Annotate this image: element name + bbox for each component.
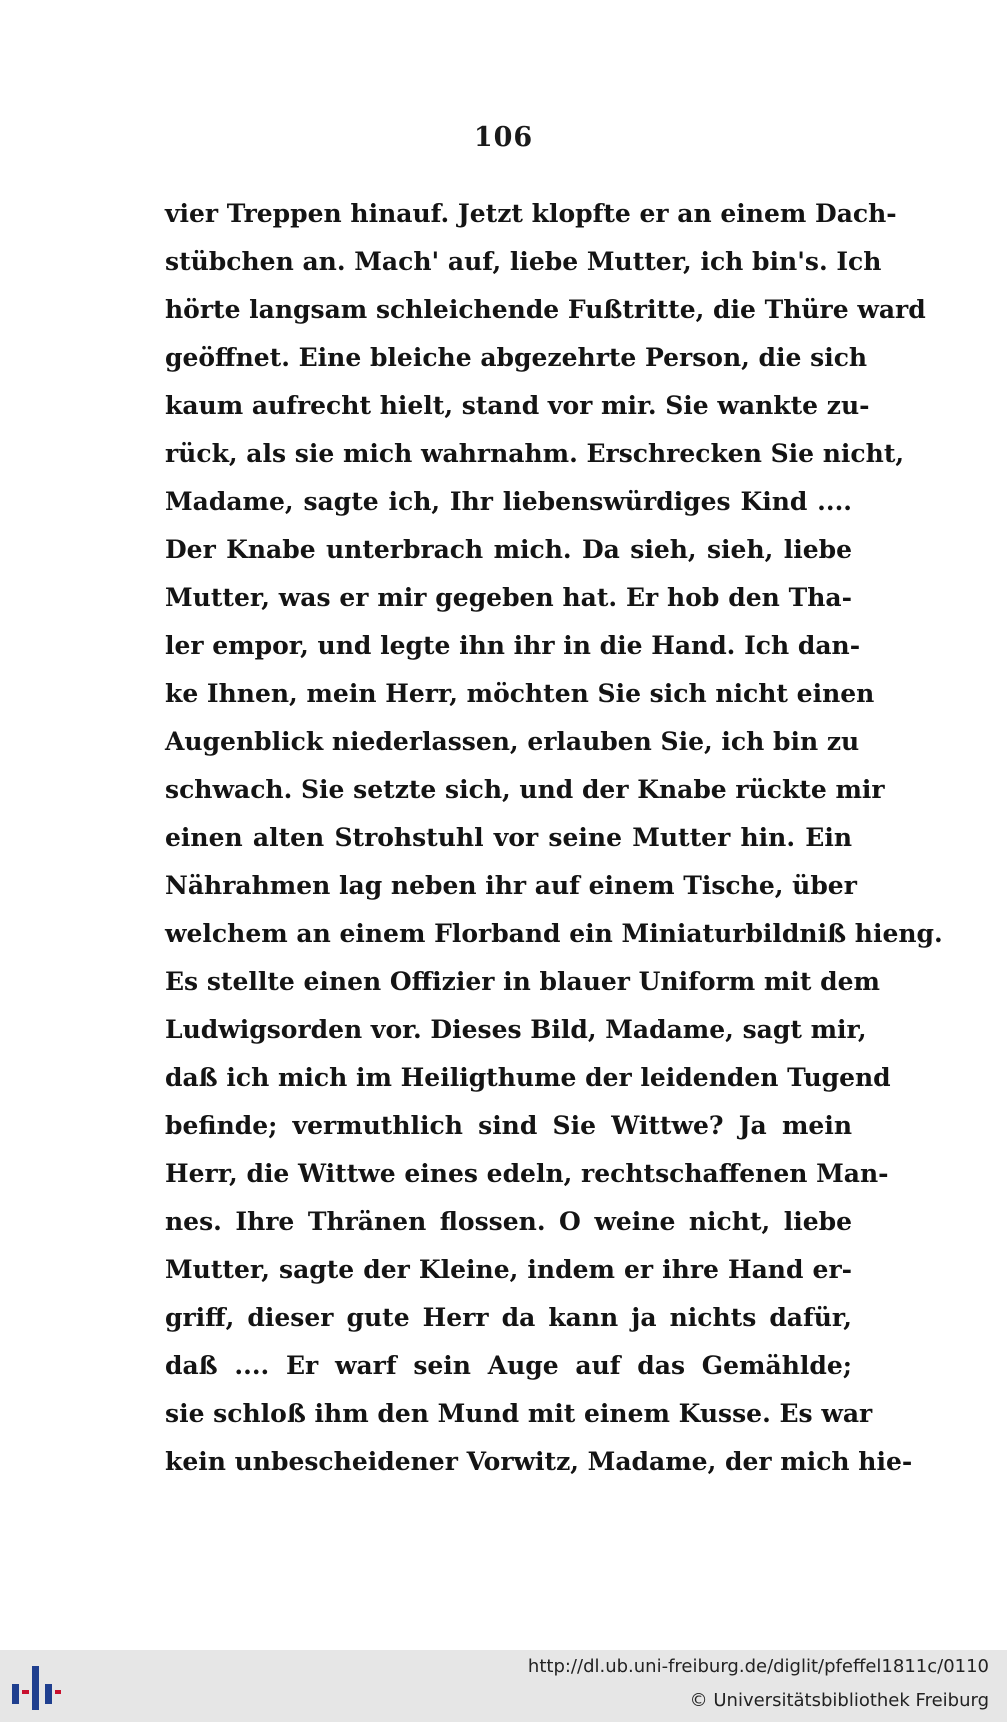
text-line: daß .... Er warf sein Auge auf das Gemählde; — [165, 1351, 852, 1380]
text-line: Herr, die Wittwe eines edeln, rechtschaffenen Man- — [165, 1159, 889, 1188]
text-line: nes. Ihre Thränen flossen. O weine nicht, liebe — [165, 1207, 852, 1236]
text-line: welchem an einem Florband ein Miniaturbildniß hieng. — [165, 919, 943, 948]
text-line: ler empor, und legte ihn ihr in die Hand. Ich dan- — [165, 631, 861, 660]
logo-bar-center — [32, 1666, 39, 1710]
text-line: rück, als sie mich wahrnahm. Erschrecken Sie nicht, — [165, 439, 905, 468]
logo-accent-right — [55, 1690, 61, 1694]
text-line: geöffnet. Eine bleiche abgezehrte Person, die sich — [165, 343, 868, 372]
text-line: Nährahmen lag neben ihr auf einem Tische, über — [165, 871, 857, 900]
text-line: Mutter, was er mir gegeben hat. Er hob den Tha- — [165, 583, 852, 612]
page-text — [165, 190, 943, 1486]
text-line: stübchen an. Mach' auf, liebe Mutter, ich bin's. Ich — [165, 247, 882, 276]
library-logo-icon[interactable] — [8, 1664, 62, 1712]
copyright-notice: © Universitätsbibliothek Freiburg — [689, 1690, 989, 1711]
logo-accent-left — [22, 1690, 29, 1694]
text-line: Madame, sagte ich, Ihr liebenswürdiges Kind .... — [165, 487, 852, 516]
permalink-url[interactable]: http://dl.ub.uni-freiburg.de/diglit/pfeffel1811c/0110 — [527, 1656, 989, 1677]
text-line: kaum aufrecht hielt, stand vor mir. Sie wankte zu- — [165, 391, 870, 420]
text-line: hörte langsam schleichende Fußtritte, die Thüre ward — [165, 295, 926, 324]
page-number: 106 — [473, 122, 534, 153]
text-line: Ludwigsorden vor. Dieses Bild, Madame, sagt mir, — [165, 1015, 867, 1044]
text-line: griff, dieser gute Herr da kann ja nichts dafür, — [165, 1303, 852, 1332]
footer-bar — [0, 1650, 1007, 1722]
text-line: Augenblick niederlassen, erlauben Sie, ich bin zu — [165, 727, 860, 756]
text-line: vier Treppen hinauf. Jetzt klopfte er an einem Dach- — [165, 199, 897, 228]
logo-bar-left — [12, 1684, 19, 1704]
text-line: daß ich mich im Heiligthume der leidenden Tugend — [165, 1063, 891, 1092]
text-line: Mutter, sagte der Kleine, indem er ihre Hand er- — [165, 1255, 852, 1284]
text-line: Der Knabe unterbrach mich. Da sieh, sieh, liebe — [165, 535, 852, 564]
text-line: Es stellte einen Offizier in blauer Uniform mit dem — [165, 967, 880, 996]
text-line: befinde; vermuthlich sind Sie Wittwe? Ja mein — [165, 1111, 852, 1140]
text-line: schwach. Sie setzte sich, und der Knabe rückte mir — [165, 775, 885, 804]
text-line: einen alten Strohstuhl vor seine Mutter hin. Ein — [165, 823, 852, 852]
logo-bar-right — [45, 1684, 52, 1704]
text-line: kein unbescheidener Vorwitz, Madame, der mich hie- — [165, 1447, 913, 1476]
text-line: sie schloß ihm den Mund mit einem Kusse. Es war — [165, 1399, 873, 1428]
text-line: ke Ihnen, mein Herr, möchten Sie sich nicht einen — [165, 679, 875, 708]
